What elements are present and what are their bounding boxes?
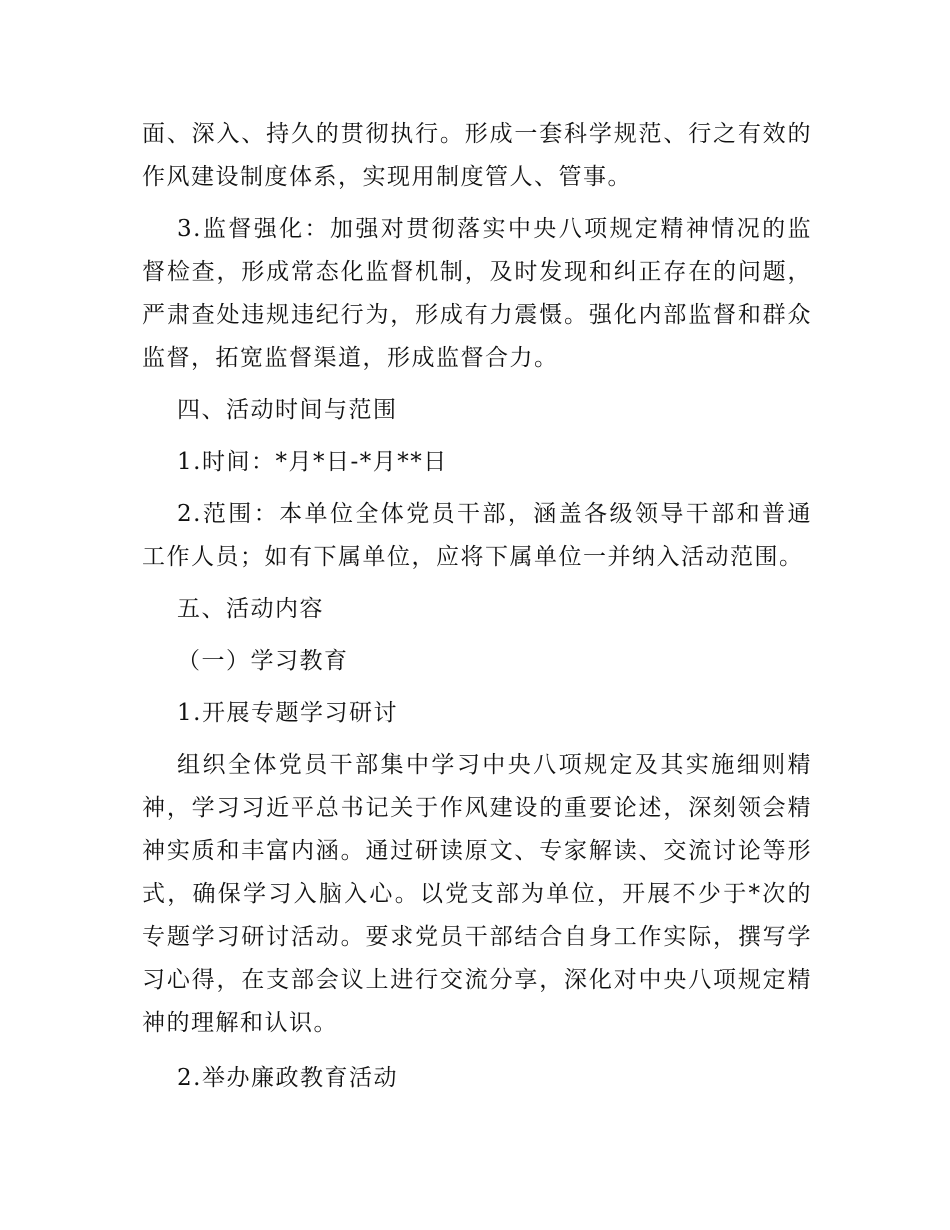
paragraph-scope: 2.范围：本单位全体党员干部，涵盖各级领导干部和普通工作人员；如有下属单位，应将下属单位一并纳入活动范围。 xyxy=(142,501,812,570)
heading-item-seminar: 1.开展专题学习研讨 xyxy=(177,700,398,726)
document-body xyxy=(142,113,812,1100)
heading-section-five: 五、活动内容 xyxy=(177,596,324,622)
paragraph-time: 1.时间：*月*日-*月**日 xyxy=(177,449,448,475)
heading-item-integrity-education: 2.举办廉政教育活动 xyxy=(177,1065,398,1091)
heading-subsection-study: （一）学习教育 xyxy=(177,648,349,674)
paragraph-continued-text: 面、深入、持久的贯彻执行。形成一套科学规范、行之有效的作风建设制度体系，实现用制度管人、管事。 xyxy=(142,121,812,190)
heading-section-four: 四、活动时间与范围 xyxy=(177,397,398,423)
paragraph-supervision: 3.监督强化：加强对贯彻落实中央八项规定精神情况的监督检查，形成常态化监督机制，及时发现和纠正存在的问题，严肃查处违规违纪行为，形成有力震慑。强化内部监督和群众监督，拓宽监督渠道，形成监督合力。 xyxy=(142,216,812,371)
paragraph-seminar-body: 组织全体党员干部集中学习中央八项规定及其实施细则精神，学习习近平总书记关于作风建设的重要论述，深刻领会精神实质和丰富内涵。通过研读原文、专家解读、交流讨论等形式，确保学习入脑入心。以党支部为单位，开展不少于*次的专题学习研讨活动。要求党员干部结合自身工作实际，撰写学习心得，在支部会议上进行交流分享，深化对中央八项规定精神的理解和认识。 xyxy=(142,752,812,1036)
